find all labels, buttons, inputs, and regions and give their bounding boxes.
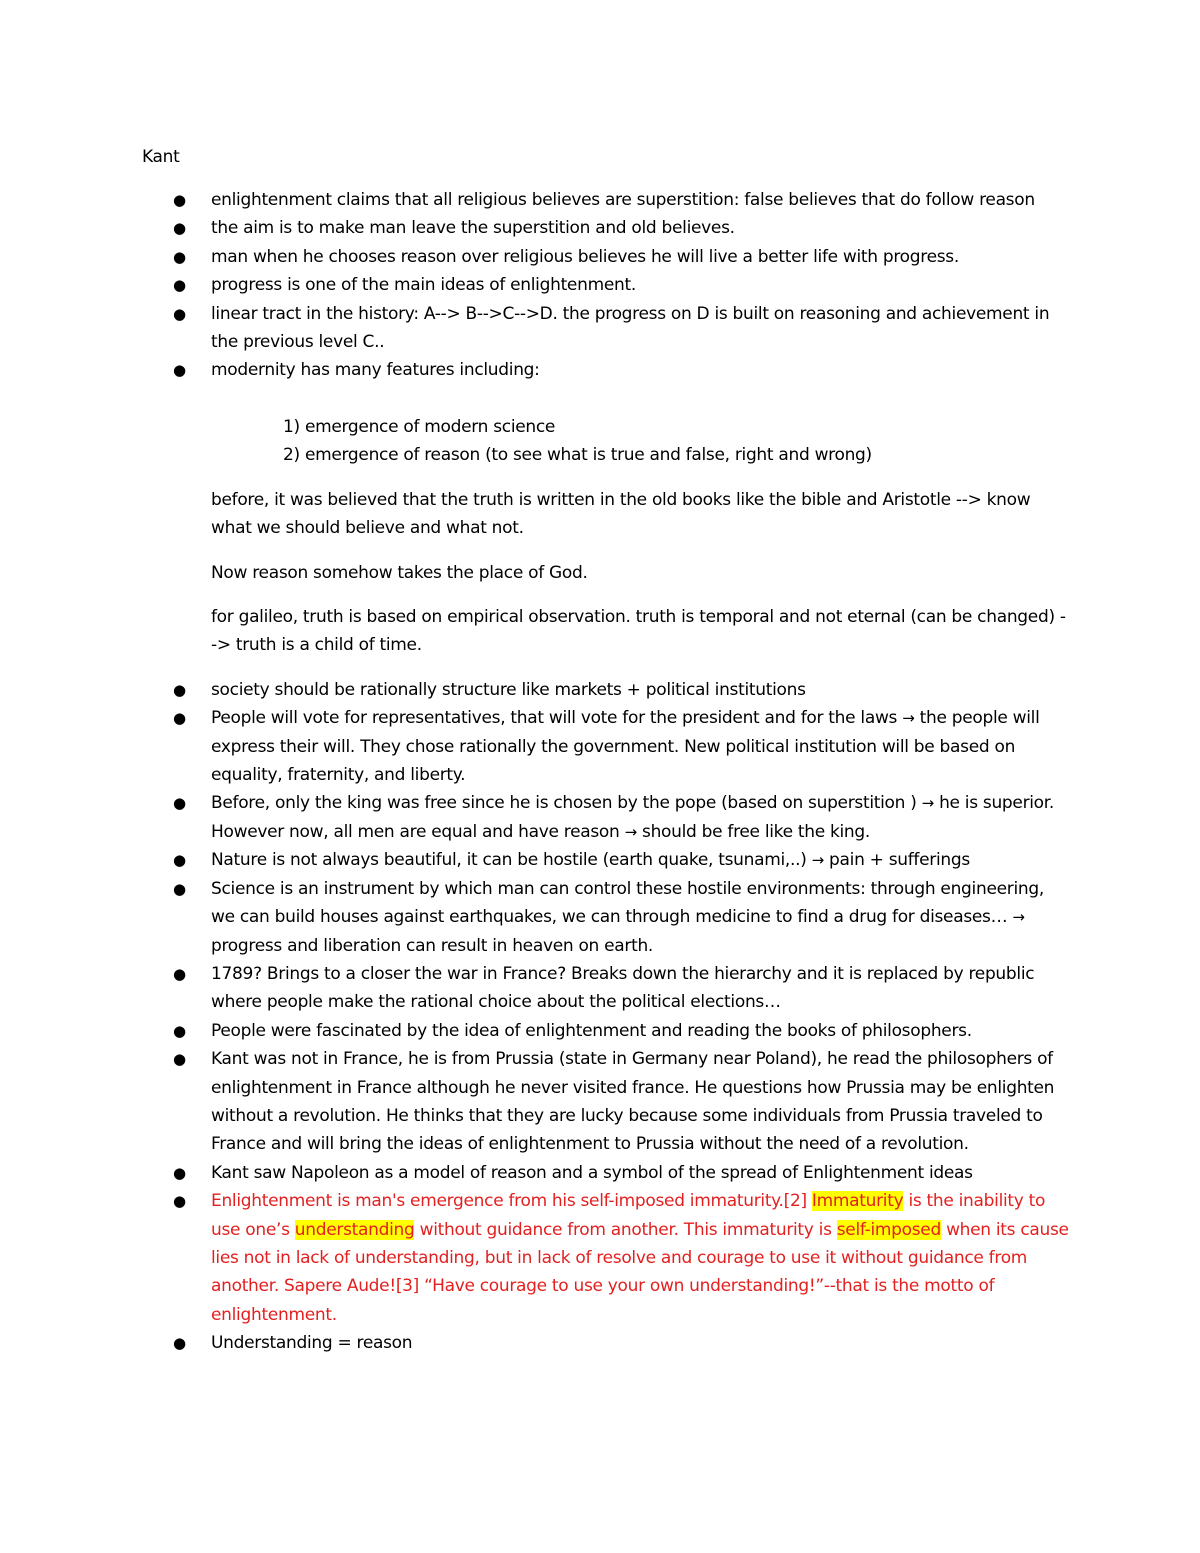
bullet-icon: ● <box>173 709 186 728</box>
list-item: ● People were fascinated by the idea of enlightenment and reading the books of philosophers. <box>0 1017 1200 1045</box>
highlighted-word: understanding <box>294 1219 415 1240</box>
bullet-icon: ● <box>173 1050 186 1069</box>
bullet-icon: ● <box>173 191 186 209</box>
bullet-icon: ● <box>173 1334 186 1353</box>
highlighted-word: self-imposed <box>836 1219 941 1240</box>
list-item: ● society should be rationally structure like markets + political institutions <box>0 676 1200 704</box>
quote-item: ● Enlightenment is man's emergence from his self-imposed immaturity.[2] Immaturity is the inability to use one’s understanding without guidance from another. This immaturity is self-imposed when its cause lies not in lack of understanding, but in lack of resolve and courage to use it without guidance from another. Sapere Aude![3] “Have courage to use your own understanding!”--that is the motto of enlightenment. <box>0 1187 1200 1329</box>
list-item: ● linear tract in the history: A--> B-->C-->D. the progress on D is built on reasoning and achievement in the previous level C.. <box>0 300 1200 357</box>
bullet-icon: ● <box>173 1192 186 1211</box>
note-paragraph: before, it was believed that the truth is written in the old books like the bible and Aristotle --> know what we should believe and what not. <box>211 489 1031 539</box>
notes-list-2 <box>0 676 1200 1358</box>
notes-continuation <box>0 413 1200 1358</box>
bullet-icon: ● <box>173 219 186 238</box>
list-item: ● modernity has many features including: <box>0 356 1200 384</box>
bullet-icon: ● <box>173 680 186 699</box>
highlighted-word: Immaturity <box>811 1191 904 1212</box>
bullet-icon: ● <box>173 276 186 295</box>
note-paragraph: for galileo, truth is based on empirical observation. truth is temporal and not eternal (can be changed) --> truth is a child of time. <box>211 607 1066 656</box>
bullet-icon: ● <box>173 851 186 870</box>
arrow-icon: → <box>624 822 637 841</box>
feature-item: 1) emergence of modern science <box>283 417 556 437</box>
arrow-icon: → <box>921 794 934 813</box>
bullet-icon: ● <box>173 304 186 323</box>
arrow-icon: → <box>811 851 824 870</box>
bullet-icon: ● <box>173 964 186 983</box>
list-item: ● enlightenment claims that all religious believes are superstition: false believes that do follow reason <box>0 186 1200 214</box>
feature-item: 2) emergence of reason (to see what is true and false, right and wrong) <box>283 445 872 466</box>
bullet-icon: ● <box>173 879 186 898</box>
arrow-icon: → <box>1012 908 1025 927</box>
bullet-icon: ● <box>173 1163 186 1182</box>
list-item: ● progress is one of the main ideas of enlightenment. <box>0 271 1200 299</box>
list-item: ● People will vote for representatives, that will vote for the president and for the laws → the people will express their will. They chose rationally the government. New political institution will be based on equality, fraternity, and liberty. <box>0 704 1200 789</box>
list-item: ● Nature is not always beautiful, it can be hostile (earth quake, tsunami,..) → pain + sufferings <box>0 846 1200 874</box>
note-paragraph: Now reason somehow takes the place of God. <box>211 562 588 583</box>
list-item: ● Kant was not in France, he is from Prussia (state in Germany near Poland), he read the philosophers of enlightenment in France although he never visited france. He questions how Prussia may be enlighten without a revolution. He thinks that they are lucky because some individuals from Prussia traveled to France and will bring the ideas of enlightenment to Prussia without the need of a revolution. <box>0 1045 1200 1159</box>
list-item: ● Before, only the king was free since he is chosen by the pope (based on superstition ) → he is superior. However now, all men are equal and have reason → should be free like the king. <box>0 789 1200 846</box>
list-item: ● Understanding = reason <box>0 1329 1200 1357</box>
arrow-icon: → <box>902 709 915 728</box>
list-item: ● Kant saw Napoleon as a model of reason and a symbol of the spread of Enlightenment ideas <box>0 1159 1200 1187</box>
bullet-icon: ● <box>173 361 186 380</box>
bullet-icon: ● <box>173 1021 186 1040</box>
list-item: ● 1789? Brings to a closer the war in France? Breaks down the hierarchy and it is replaced by republic where people make the rational choice about the political elections… <box>0 960 1200 1017</box>
document-heading: Kant <box>142 147 180 167</box>
list-item: ● man when he chooses reason over religious believes he will live a better life with progress. <box>0 243 1200 271</box>
notes-list <box>0 186 1200 385</box>
list-item: ● Science is an instrument by which man can control these hostile environments: through engineering, we can build houses against earthquakes, we can through medicine to find a drug for diseases… → progress and liberation can result in heaven on earth. <box>0 875 1200 960</box>
list-item: ● the aim is to make man leave the superstition and old believes. <box>0 214 1200 242</box>
bullet-icon: ● <box>173 247 186 266</box>
bullet-icon: ● <box>173 794 186 813</box>
